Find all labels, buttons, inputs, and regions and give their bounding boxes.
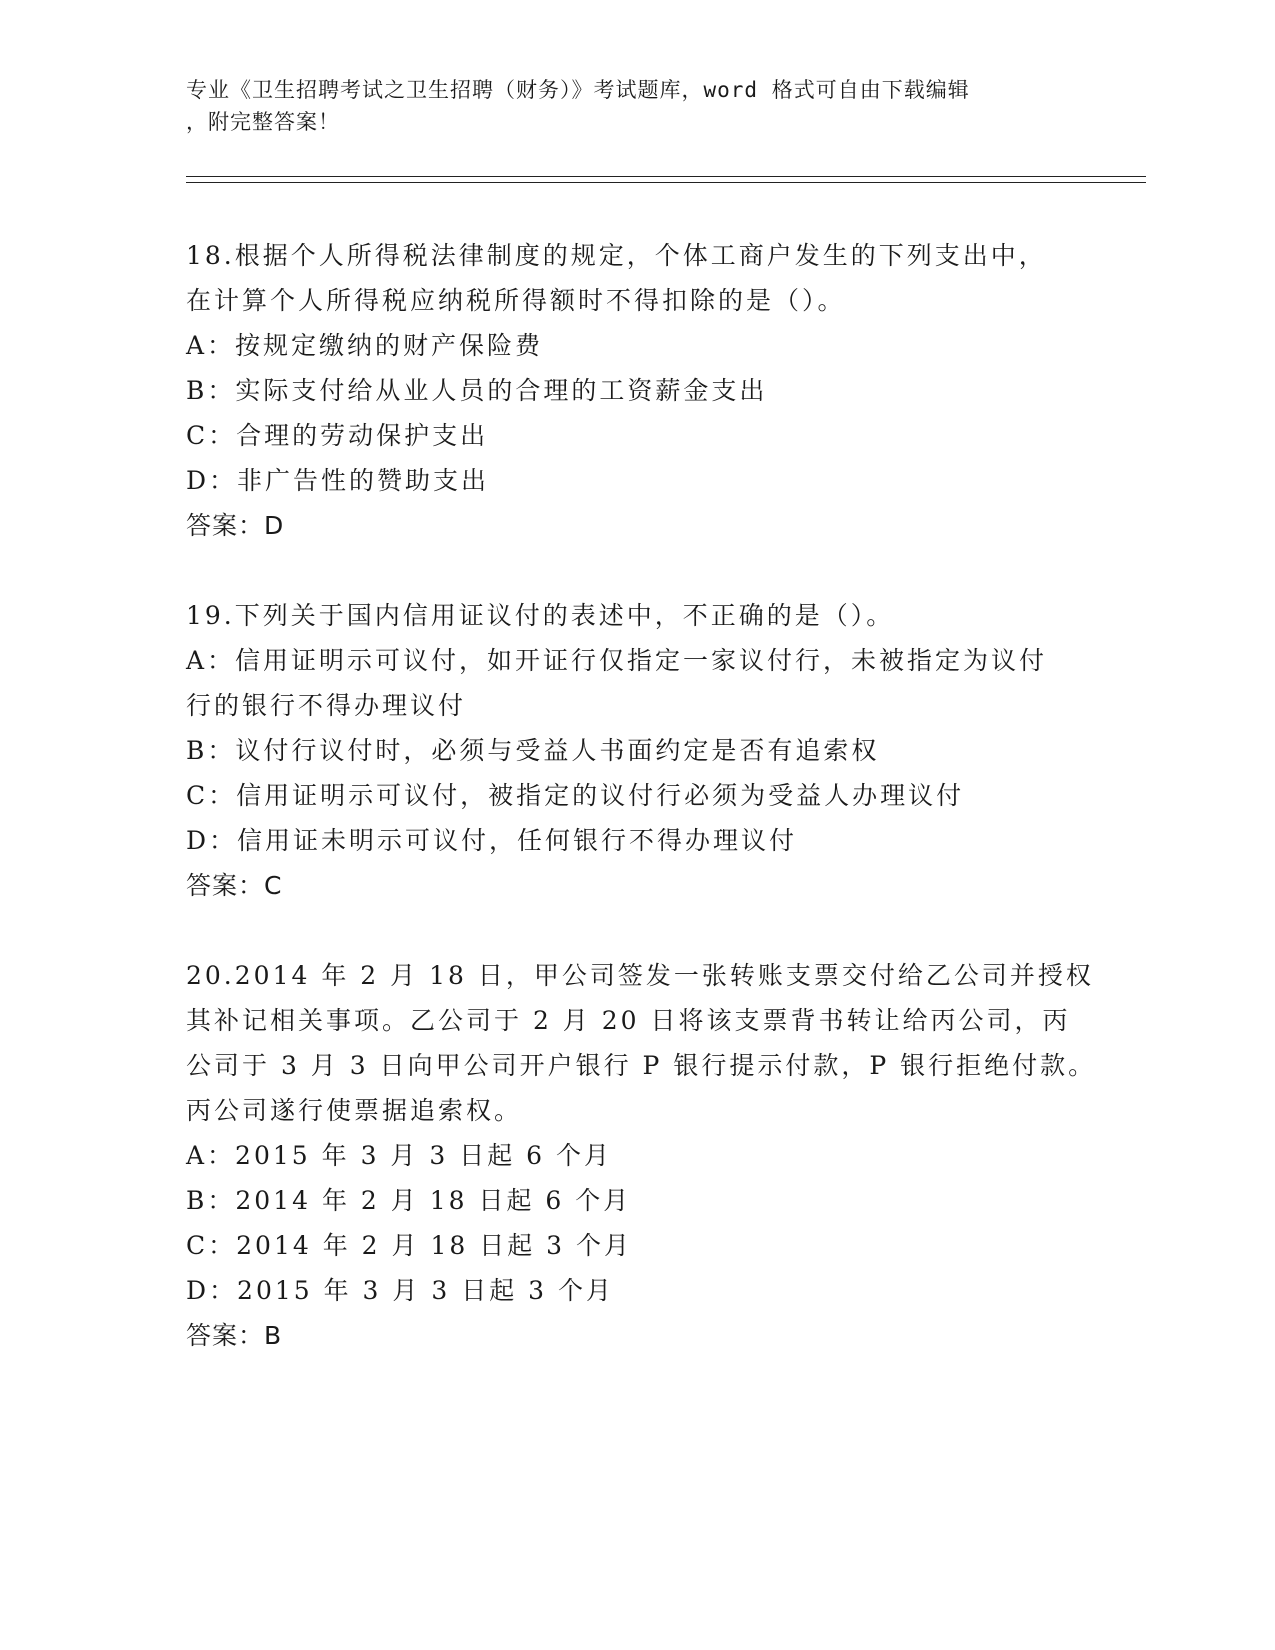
option-b: B：议付行议付时，必须与受益人书面约定是否有追索权 xyxy=(186,736,880,765)
option-d: D：信用证未明示可议付，任何银行不得办理议付 xyxy=(186,826,798,855)
option-d: D：2015 年 3 月 3 日起 3 个月 xyxy=(186,1276,615,1305)
question-18 xyxy=(186,233,1086,548)
option-a-continued: 行的银行不得办理议付 xyxy=(186,691,467,720)
question-stem-line: 18.根据个人所得税法律制度的规定，个体工商户发生的下列支出中， xyxy=(186,241,1047,270)
header-divider-top xyxy=(186,176,1146,177)
question-stem-line: 公司于 3 月 3 日向甲公司开户银行 P 银行提示付款，P 银行拒绝付款。 xyxy=(186,1051,1097,1080)
header-line-2: ，附完整答案！ xyxy=(186,110,340,134)
header-divider-bottom xyxy=(186,182,1146,183)
option-d: D：非广告性的赞助支出 xyxy=(186,466,490,495)
question-stem-line: 19.下列关于国内信用证议付的表述中，不正确的是（）。 xyxy=(186,601,895,630)
option-c: C：合理的劳动保护支出 xyxy=(186,421,489,450)
answer: 答案：C xyxy=(186,871,283,900)
question-stem-line: 20.2014 年 2 月 18 日，甲公司签发一张转账支票交付给乙公司并授权 xyxy=(186,961,1094,990)
question-stem-line: 在计算个人所得税应纳税所得额时不得扣除的是（）。 xyxy=(186,286,846,315)
option-a: A：按规定缴纳的财产保险费 xyxy=(186,331,544,360)
option-b: B：2014 年 2 月 18 日起 6 个月 xyxy=(186,1186,632,1215)
option-c: C：2014 年 2 月 18 日起 3 个月 xyxy=(186,1231,633,1260)
document-header xyxy=(186,74,1056,138)
option-c: C：信用证明示可议付，被指定的议付行必须为受益人办理议付 xyxy=(186,781,965,810)
question-stem-line: 丙公司遂行使票据追索权。 xyxy=(186,1096,523,1125)
question-19 xyxy=(186,593,1086,908)
answer: 答案：B xyxy=(186,1321,283,1350)
option-b: B：实际支付给从业人员的合理的工资薪金支出 xyxy=(186,376,768,405)
answer: 答案：D xyxy=(186,511,285,540)
question-20 xyxy=(186,953,1097,1358)
header-line-1: 专业《卫生招聘考试之卫生招聘（财务）》考试题库，word 格式可自由下载编辑 xyxy=(186,78,970,102)
option-a: A：2015 年 3 月 3 日起 6 个月 xyxy=(186,1141,613,1170)
option-a: A：信用证明示可议付，如开证行仅指定一家议付行，未被指定为议付 xyxy=(186,646,1048,675)
question-stem-line: 其补记相关事项。乙公司于 2 月 20 日将该支票背书转让给丙公司，丙 xyxy=(186,1006,1071,1035)
